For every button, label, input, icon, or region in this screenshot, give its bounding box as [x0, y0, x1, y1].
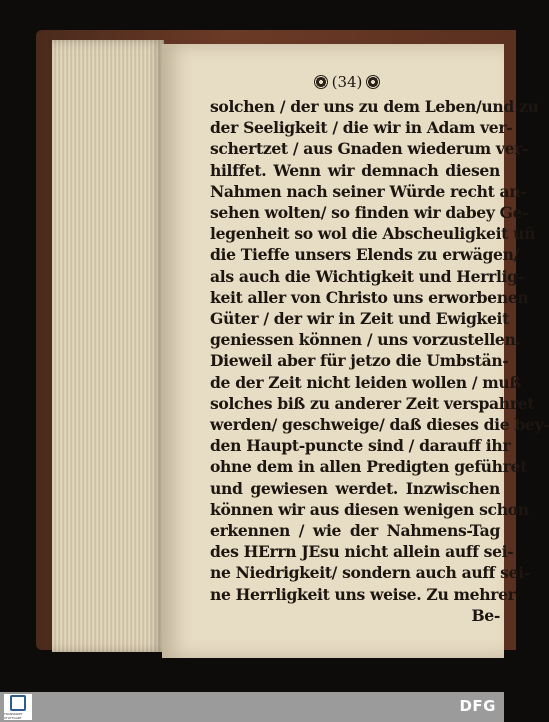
text-line: Güter / der wir in Zeit und Ewigkeit [210, 309, 509, 329]
text-line: solches biß zu anderer Zeit verspahret [210, 393, 535, 413]
book-page [162, 44, 549, 658]
text-line: keit aller von Christo uns erworbenen [210, 287, 529, 307]
text-line: des HErrn JEsu nicht allein auff sei- [210, 542, 514, 562]
catchword: Be- [471, 605, 500, 625]
text-line: werden/ geschweige/ daß dieses die bey- [210, 415, 549, 435]
text-line: können wir aus diesen wenigen schon [210, 499, 529, 519]
library-logo[interactable] [4, 694, 32, 720]
page-number: (34) [331, 73, 363, 91]
text-line: der Seeligkeit / die wir in Adam ver- [210, 118, 513, 138]
text-line: ohne dem in allen Predigten geführet [210, 457, 527, 477]
library-logo-icon [10, 695, 26, 711]
text-line: schertzet / aus Gnaden wiederum ver- [210, 139, 529, 159]
text-line: erkennen / wie der Nahmens-Tag [210, 521, 500, 541]
text-line: den Haupt-puncte sind / darauff ihr [210, 436, 511, 456]
text-line: Nahmen nach seiner Würde recht an- [210, 181, 527, 201]
text-line: hilffet. Wenn wir demnach diesen [210, 160, 500, 180]
text-line: Dieweil aber für jetzo die Umbstän- [210, 351, 509, 371]
text-line: legenheit so wol die Abscheuligkeit uñ [210, 224, 536, 244]
text-line: geniessen können / uns vorzustellen. [210, 330, 521, 350]
text-line: solchen / der uns zu dem Leben/und zu [210, 97, 539, 116]
page-header [302, 72, 392, 92]
text-line: und gewiesen werdet. Inzwischen [210, 478, 500, 498]
viewer-footer [0, 692, 504, 722]
text-line: ne Niedrigkeit/ sondern auch auff sei- [210, 563, 530, 583]
dfg-logo[interactable]: DFG [459, 697, 496, 715]
body-text [210, 96, 549, 626]
ornament-icon [314, 75, 328, 89]
text-line: ne Herrligkeit uns weise. Zu mehrer [210, 584, 516, 604]
text-line: die Tieffe unsers Elends zu erwägen/ [210, 245, 519, 265]
page-edges [52, 40, 164, 652]
library-logo-text: TRANSKRIPT STUTTGART [4, 711, 23, 720]
text-line: de der Zeit nicht leiden wollen / muß [210, 372, 521, 392]
text-line: sehen wolten/ so finden wir dabey Ge- [210, 203, 529, 223]
text-line: als auch die Wichtigkeit und Herrlig- [210, 266, 524, 286]
ornament-icon [366, 75, 380, 89]
